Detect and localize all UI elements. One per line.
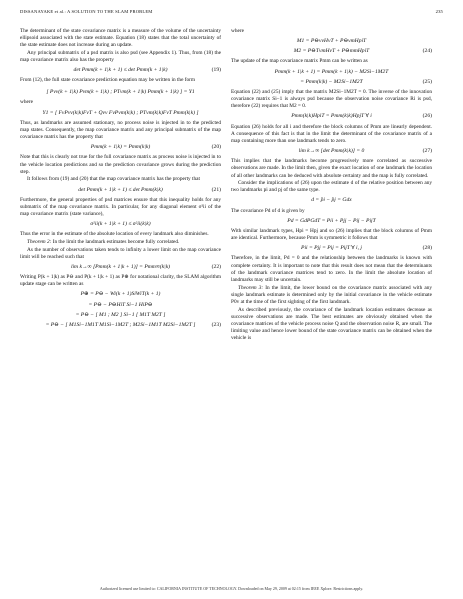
paragraph: Note that this is clearly not true for the full covariance matrix as process noise is injected in to the vehicle location predictions and so the prediction covariance grows during the prediction step. (20, 154, 221, 175)
theorem-3: Theorem 3: In the limit, the lower bound on the covariance matrix associated with any single landmark estimate is determined only by the initial covariance in the vehicle estimate P0v at the time of the first sighting of the first landmark. (231, 284, 432, 305)
paragraph: As described previously, the covariance of the landmark location estimates decrease as successive observations are made. The best estimates are obviously obtained when the covariance matrices of the vehicle process noise Q and the observation noise R, are small. The limiting value and hence lower bound of the state covariance matrix can be obtained when the vehicle is (231, 306, 432, 342)
equation-d: d = p̂i − p̂j = Gdx (311, 197, 352, 204)
paragraph: This implies that the landmarks become progressively more correlated as successive observations are made. In the limit then, given the exact location of one landmark the location of all other landmarks can be deduced with absolute certainty and the map is fully correlated. (231, 158, 432, 179)
equation-22: lim k→∞ [Pmm(k + 1|k + 1)] = Pmm∞(k|k) (22) (70, 263, 221, 270)
equation-26: Pmm(k|k)HpiT = Pmm(k|k)HpjT ∀ i (26) (291, 113, 432, 120)
equation-prediction: [ Pvv(k + 1|k) Pvm(k + 1|k) ; PTvm(k + 1|k) Pmm(k + 1|k) ] = Y1 (46, 88, 195, 95)
paragraph: Therefore, in the limit, Pd = 0 and the relationship between the landmarks is known with complete certainty. It is important to note that this result does not mean that the determinants of the landmark covariance matrices tend to zero. In the limit the absolute location of landmarks may still be uncertain. (231, 255, 432, 283)
left-column (20, 28, 221, 332)
paragraph: Equation (26) holds for all i and therefore the block columns of Pmm are linearly dependent. A consequence of this fact is that in the limit the determinant of the covariance matrix of a map containing more than one landmark tends to zero. (231, 123, 432, 144)
paragraph: Equation (22) and (25) imply that the matrix M2Si−1M2T = 0. The inverse of the innovation covariance matrix Si−1 is always psd because the observation noise covariance Ri is psd, therefore (22) requires that M2 = 0. (231, 88, 432, 110)
equation-y1: Y1 = [ FvPvv(k|k)FvT + Qvv FvPvm(k|k) ; PTvm(k|k)FvT Pmm(k|k) ] (42, 109, 199, 116)
license-footer: Authorized licensed use limited to: CALIFORNIA INSTITUTE OF TECHNOLOGY. Downloaded on May 29, 2009 at 02:15 from IEEE Xplore. Restrictions apply. (99, 586, 364, 591)
paragraph: The determinant of the state covariance matrix is a measure of the volume of the uncertainty ellipsoid associated with the state estimate. Equation (18) states that the total uncertainty of the state estimate does not increase during an update. (20, 28, 221, 49)
equation-19: det Pmm(k + 1|k + 1) ≤ det Pmm(k + 1|k) (19) (73, 67, 221, 74)
paragraph: With similar landmark types, Hpi = Hpj and so (26) implies that the block columns of Pmm are identical. Furthermore, because Pmm is symmetric it follows that (231, 227, 432, 242)
paragraph: Consider the implications of (26) upon the estimate d of the relative position between any two landmarks pi and pj of the same type. (231, 180, 432, 194)
paragraph: It follows from (19) and (20) that the map covariance matrix has the property that (27, 176, 200, 183)
equation-25-line1: Pmm(k + 1|k + 1) = Pmm(k + 1|k) − M2Si−1M2T (274, 68, 389, 75)
running-header (20, 9, 443, 19)
paragraph: Thus the error in the estimate of the absolute location of every landmark also diminishes. (20, 231, 209, 238)
paragraph: Furthermore, the general properties of psd matrices ensure that this inequality holds for any submatrix of the map covariance matrix. In particular, for any diagonal element σ²ii of the map covariance matrix (state variance), (20, 196, 221, 217)
page-number: 235 (435, 9, 443, 14)
equation-23-line4: = P⊖ − [ M1Si−1M1T M1Si−1M2T ; M2Si−1M1T M2Si−1M2T ] (23) (45, 321, 221, 328)
right-column (231, 28, 432, 343)
equation-24-line2: M2 = P⊖TvmHvT + P⊖mmHpiT (24) (293, 48, 432, 55)
theorem-label: Theorem 2: (27, 238, 52, 245)
header-title: DISSANAYAKE et al.: A SOLUTION TO THE SLAM PROBLEM (20, 9, 153, 14)
where-label: where (20, 98, 33, 105)
paragraph: The update of the map covariance matrix Pmm can be written as (231, 58, 368, 65)
paragraph: Thus, as landmarks are assumed stationary, no process noise is injected in to the predicted map states. Consequently, the map covariance matrix and any principal submatrix of the map covariance matrix has the property that (20, 119, 221, 141)
theorem-label: Theorem 3: (238, 284, 264, 291)
paragraph: The covariance Pd of d is given by (231, 207, 305, 214)
equation-23-line1: P⊕ = P⊖ − Wi(k + 1)SiWiT(k + 1) (80, 291, 161, 298)
equation-25-line2: = Pmm(k|k) − M2Si−1M2T (25) (300, 78, 432, 85)
equation-pd: Pd = GdPGdT = Pii + Pjj − Pij − PijT (287, 217, 376, 224)
paragraph: Any principal submatrix of a psd matrix is also psd (see Appendix 1). Thus, from (18) the map covariance matrix also has the property (20, 49, 221, 64)
paragraph: As the number of observations taken tends to infinity a lower limit on the map covariance limit will be reached such that (20, 246, 221, 260)
equation-28: Pii = Pjj = Pij = PijT ∀ i, j (28) (301, 245, 432, 252)
where-label: where (231, 28, 244, 34)
theorem-2: Theorem 2: In the limit the landmark estimates become fully correlated. (27, 238, 180, 245)
paragraph: From (12), the full state covariance prediction equation may be written in the form (20, 77, 196, 84)
equation-23-line2: = P⊖ − P⊖HiT Si−1 HiP⊖ (88, 301, 153, 308)
equation-sigma: σ²ii(k + 1|k + 1) ≤ σ²ii(k|k) (90, 221, 151, 228)
equation-21: det Pmm(k + 1|k + 1) ≤ det Pmm(k|k) (21) (78, 186, 221, 193)
equation-27: lim k→∞ [det Pmm(k|k)] = 0 (27) (298, 148, 432, 155)
equation-20: Pmm(k + 1|k) = Pmm(k|k) (20) (90, 144, 221, 151)
paragraph: Writing P(k + 1|k) as P⊖ and P(k + 1|k + 1) as P⊕ for notational clarity, the SLAM algorithm update stage can be written as (20, 274, 221, 288)
equation-24-line1: M1 = P⊖vvHvT + P⊖vmHpiT (296, 38, 367, 45)
equation-23-line3: = P⊖ − [ M1 ; M2 ] Si−1 [ M1T M2T ] (75, 311, 166, 318)
